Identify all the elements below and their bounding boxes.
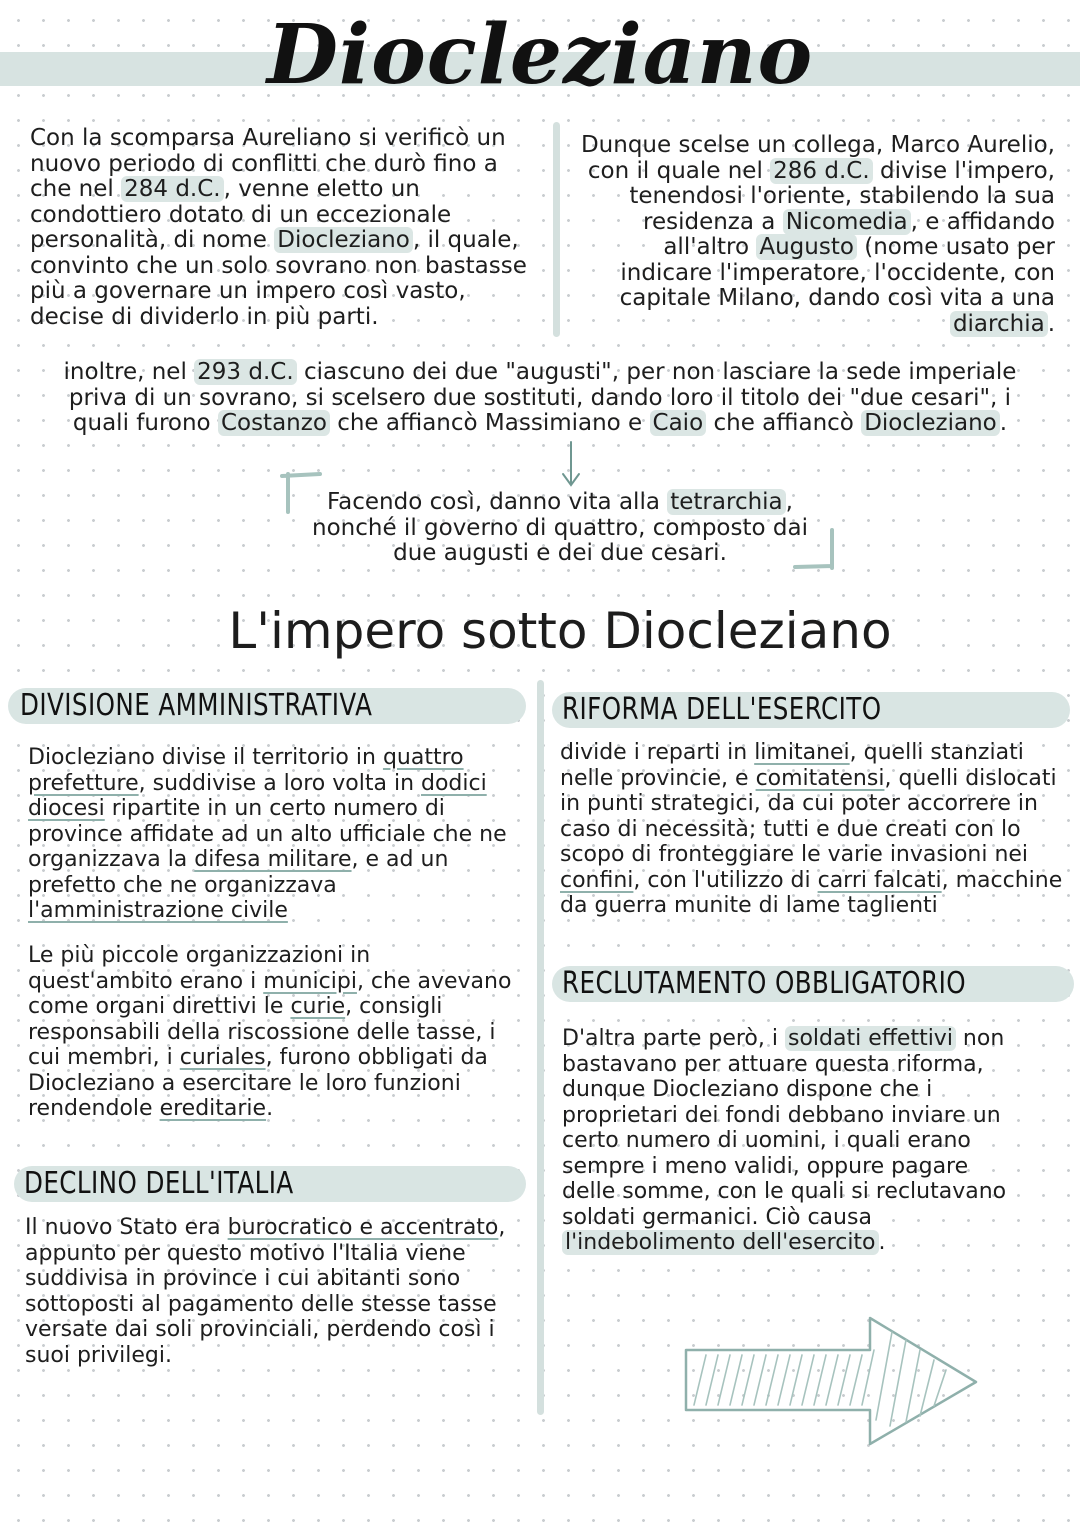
- columns-divider: [537, 680, 544, 1415]
- declino-heading: DECLINO DELL'ITALIA: [24, 1166, 294, 1201]
- divisione-paragraph-2: Le più piccole organizzazioni in quest'ambito erano i municipi, che avevano come organi direttivi le curie, consigli responsabili della riscossione delle tasse, i cui membri, i curiales, furono obbligati da Diocleziano a esercitare le loro funzioni rendendole ereditarie.: [28, 943, 512, 1121]
- section-title: L'impero sotto Diocleziano: [228, 602, 892, 660]
- declino-paragraph: Il nuovo Stato era burocratico e accentrato, appunto per questo motivo l'Italia viene suddivisa in province i cui abitanti sono sottoposti al pagamento delle stesse tasse versate dai soli provinciali, perdendo così i suoi privilegi.: [25, 1215, 506, 1368]
- tetrarchia-paragraph: Facendo così, danno vita alla tetrarchia , nonché il governo di quattro, composto dai due augusti e dei due cesari.: [312, 489, 808, 566]
- intro-left-paragraph: Con la scomparsa Aureliano si verificò un nuovo periodo di conflitti che durò fino a che nel 284 d.C. , venne eletto un condottiero dotato di un eccezionale personalità, di nome Diocleziano , il quale, convinto che un solo sovrano non bastasse più a governare un impero così vasto, decise di dividerlo in più parti.: [30, 125, 527, 330]
- intro-right-paragraph: Dunque scelse un collega, Marco Aurelio, con il quale nel 286 d.C. divise l'impero, tenendosi l'oriente, stabilendo la sua residenza a Nicomedia , e affidando all'altro Augusto (nome usato per indicare l'imperatore, l'occidente, con capitale Milano, dando così vita a una diarchia .: [580, 132, 1055, 337]
- reclutamento-heading: RECLUTAMENTO OBBLIGATORIO: [562, 966, 967, 1001]
- divisione-heading: DIVISIONE AMMINISTRATIVA: [20, 688, 373, 723]
- cesari-paragraph: inoltre, nel 293 d.C. ciascuno dei due "augusti", per non lasciare la sede imperiale priva di un sovrano, si scelsero due sostituti, dando loro il titolo dei "due cesari", i quali furono Costanzo che affiancò Massimiano e Caio che affiancò Diocleziano .: [63, 359, 1017, 436]
- decorative-arrow-icon: [680, 1310, 990, 1450]
- riforma-paragraph: divide i reparti in limitanei, quelli stanziati nelle provincie, e comitatensi, quelli dislocati in punti strategici, da cui poter accorrere in caso di necessità; tutti e due creati con lo scopo di fronteggiare le varie invasioni nei confini, con l'utilizzo di carri falcati, macchine da guerra munite di lame taglienti: [560, 740, 1063, 918]
- reclutamento-paragraph: D'altra parte però, i soldati effettivi non bastavano per attuare questa riforma, dunque Diocleziano dispone che i proprietari dei fondi debbano inviare un certo numero di uomini, i quali erano sempre i meno validi, oppure pagare delle somme, con le quali si reclutavano soldati germanici. Ciò causa l'indebolimento dell'esercito .: [562, 1026, 1007, 1255]
- page-title: Diocleziano: [266, 7, 814, 103]
- divisione-paragraph-1: Diocleziano divise il territorio in quattro prefetture, suddivise a loro volta in dodici diocesi ripartite in un certo numero di province affidate ad un alto ufficiale che ne organizzava la difesa militare, e ad un prefetto che ne organizzava l'amministrazione civile: [28, 745, 507, 923]
- intro-divider: [553, 122, 560, 337]
- riforma-heading: RIFORMA DELL'ESERCITO: [562, 692, 882, 727]
